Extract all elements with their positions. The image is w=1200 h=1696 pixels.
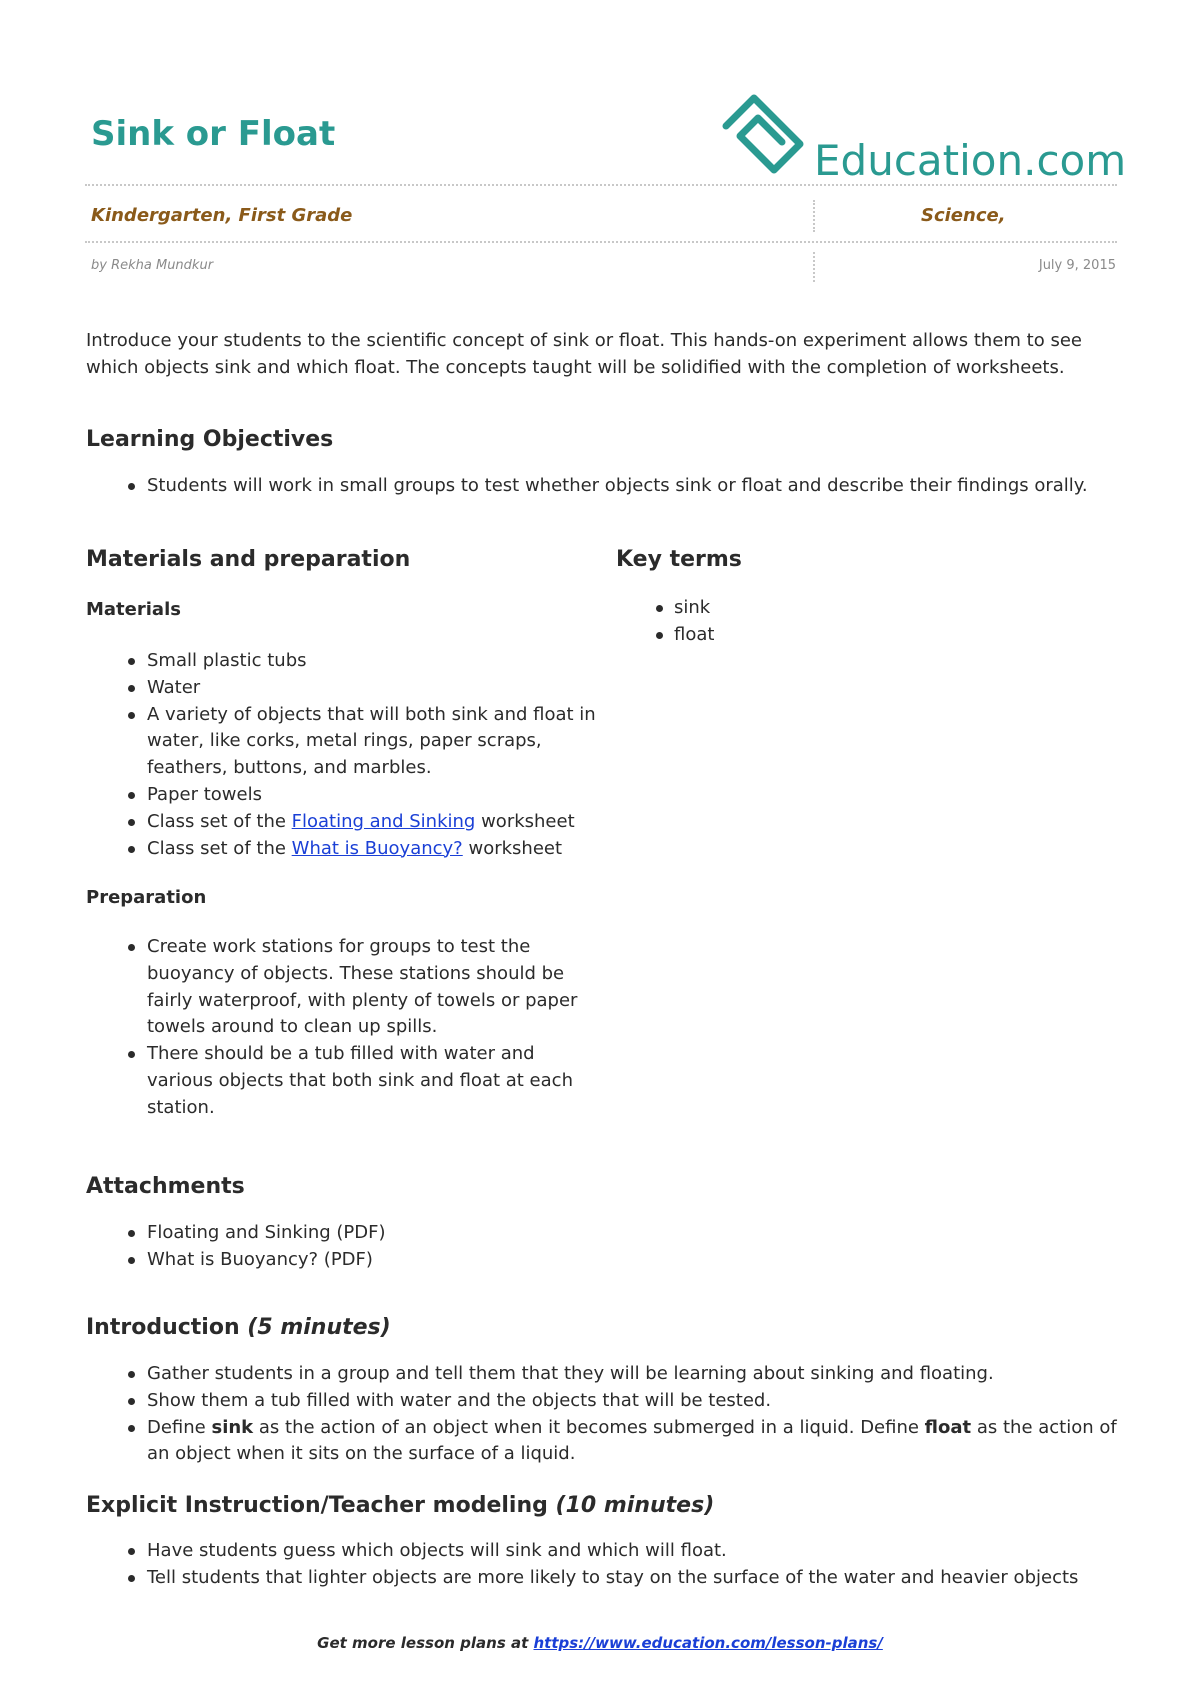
list-item: Class set of the What is Buoyancy? worksheet	[86, 836, 606, 863]
list-item: Define sink as the action of an object when it becomes submerged in a liquid. Define float as the action of an object when it sits on the surface of a liquid.	[86, 1415, 1136, 1469]
grade-levels: Kindergarten, First Grade	[91, 205, 353, 226]
attachments-heading: Attachments	[86, 1174, 245, 1199]
author: by Rekha Mundkur	[91, 258, 214, 273]
explicit-instruction-heading: Explicit Instruction/Teacher modeling (10 minutes)	[86, 1493, 715, 1518]
term-float: float	[924, 1416, 972, 1438]
page-title: Sink or Float	[91, 114, 336, 154]
list-item: Students will work in small groups to test whether objects sink or float and describe their findings orally.	[86, 473, 1136, 500]
list-item: There should be a tub filled with water and various objects that both sink and float at each station.	[86, 1041, 606, 1121]
list-item: A variety of objects that will both sink and float in water, like corks, metal rings, paper scraps, feathers, buttons, and marbles.	[86, 702, 606, 782]
list-item: Show them a tub filled with water and the objects that will be tested.	[86, 1388, 1136, 1415]
attachments-list	[86, 1220, 786, 1274]
list-item: Have students guess which objects will sink and which will float.	[86, 1538, 1136, 1565]
list-item: Water	[86, 675, 606, 702]
intro-paragraph: Introduce your students to the scientific concept of sink or float. This hands-on experiment allows them to see which objects sink and which float. The concepts taught will be solidified with the completion of worksheets.	[86, 330, 1082, 378]
what-is-buoyancy-link[interactable]: What is Buoyancy?	[291, 837, 463, 859]
key-terms-list	[650, 595, 950, 649]
paperclip-icon	[718, 92, 810, 178]
duration: (5 minutes)	[247, 1315, 391, 1340]
footer: Get more lesson plans at https://www.education.com/lesson-plans/	[317, 1634, 883, 1652]
materials-heading: Materials	[86, 599, 181, 620]
divider	[813, 200, 815, 232]
learning-objectives-list	[86, 473, 1136, 500]
term-sink: sink	[211, 1416, 254, 1438]
divider	[85, 241, 1117, 243]
list-item: Paper towels	[86, 782, 606, 809]
list-item: Small plastic tubs	[86, 648, 606, 675]
attachment-item[interactable]: Floating and Sinking (PDF)	[86, 1220, 786, 1247]
subject: Science,	[921, 205, 1006, 226]
list-item: sink	[650, 595, 950, 622]
divider	[813, 252, 815, 282]
list-item: Tell students that lighter objects are more likely to stay on the surface of the water and heavier objects	[86, 1565, 1136, 1592]
list-item: Class set of the Floating and Sinking worksheet	[86, 809, 606, 836]
introduction-heading: Introduction (5 minutes)	[86, 1315, 391, 1340]
duration: (10 minutes)	[555, 1493, 715, 1518]
logo-wordmark: Education.com	[814, 136, 1127, 185]
publish-date: July 9, 2015	[1038, 258, 1116, 273]
preparation-list	[86, 934, 606, 1122]
floating-and-sinking-link[interactable]: Floating and Sinking	[291, 810, 476, 832]
education-logo[interactable]	[718, 92, 1127, 187]
materials-preparation-heading: Materials and preparation	[86, 547, 411, 572]
materials-list	[86, 648, 606, 862]
explicit-instruction-list	[86, 1538, 1136, 1592]
attachment-item[interactable]: What is Buoyancy? (PDF)	[86, 1247, 786, 1274]
list-item: Create work stations for groups to test the buoyancy of objects. These stations should be fairly waterproof, with plenty of towels or paper towels around to clean up spills.	[86, 934, 606, 1041]
learning-objectives-heading: Learning Objectives	[86, 427, 334, 452]
lesson-plans-link[interactable]: https://www.education.com/lesson-plans/	[533, 1634, 883, 1652]
list-item: float	[650, 622, 950, 649]
list-item: Gather students in a group and tell them that they will be learning about sinking and floating.	[86, 1361, 1136, 1388]
divider	[85, 184, 1117, 186]
key-terms-heading: Key terms	[616, 547, 742, 572]
introduction-list	[86, 1361, 1136, 1468]
preparation-heading: Preparation	[86, 887, 207, 908]
